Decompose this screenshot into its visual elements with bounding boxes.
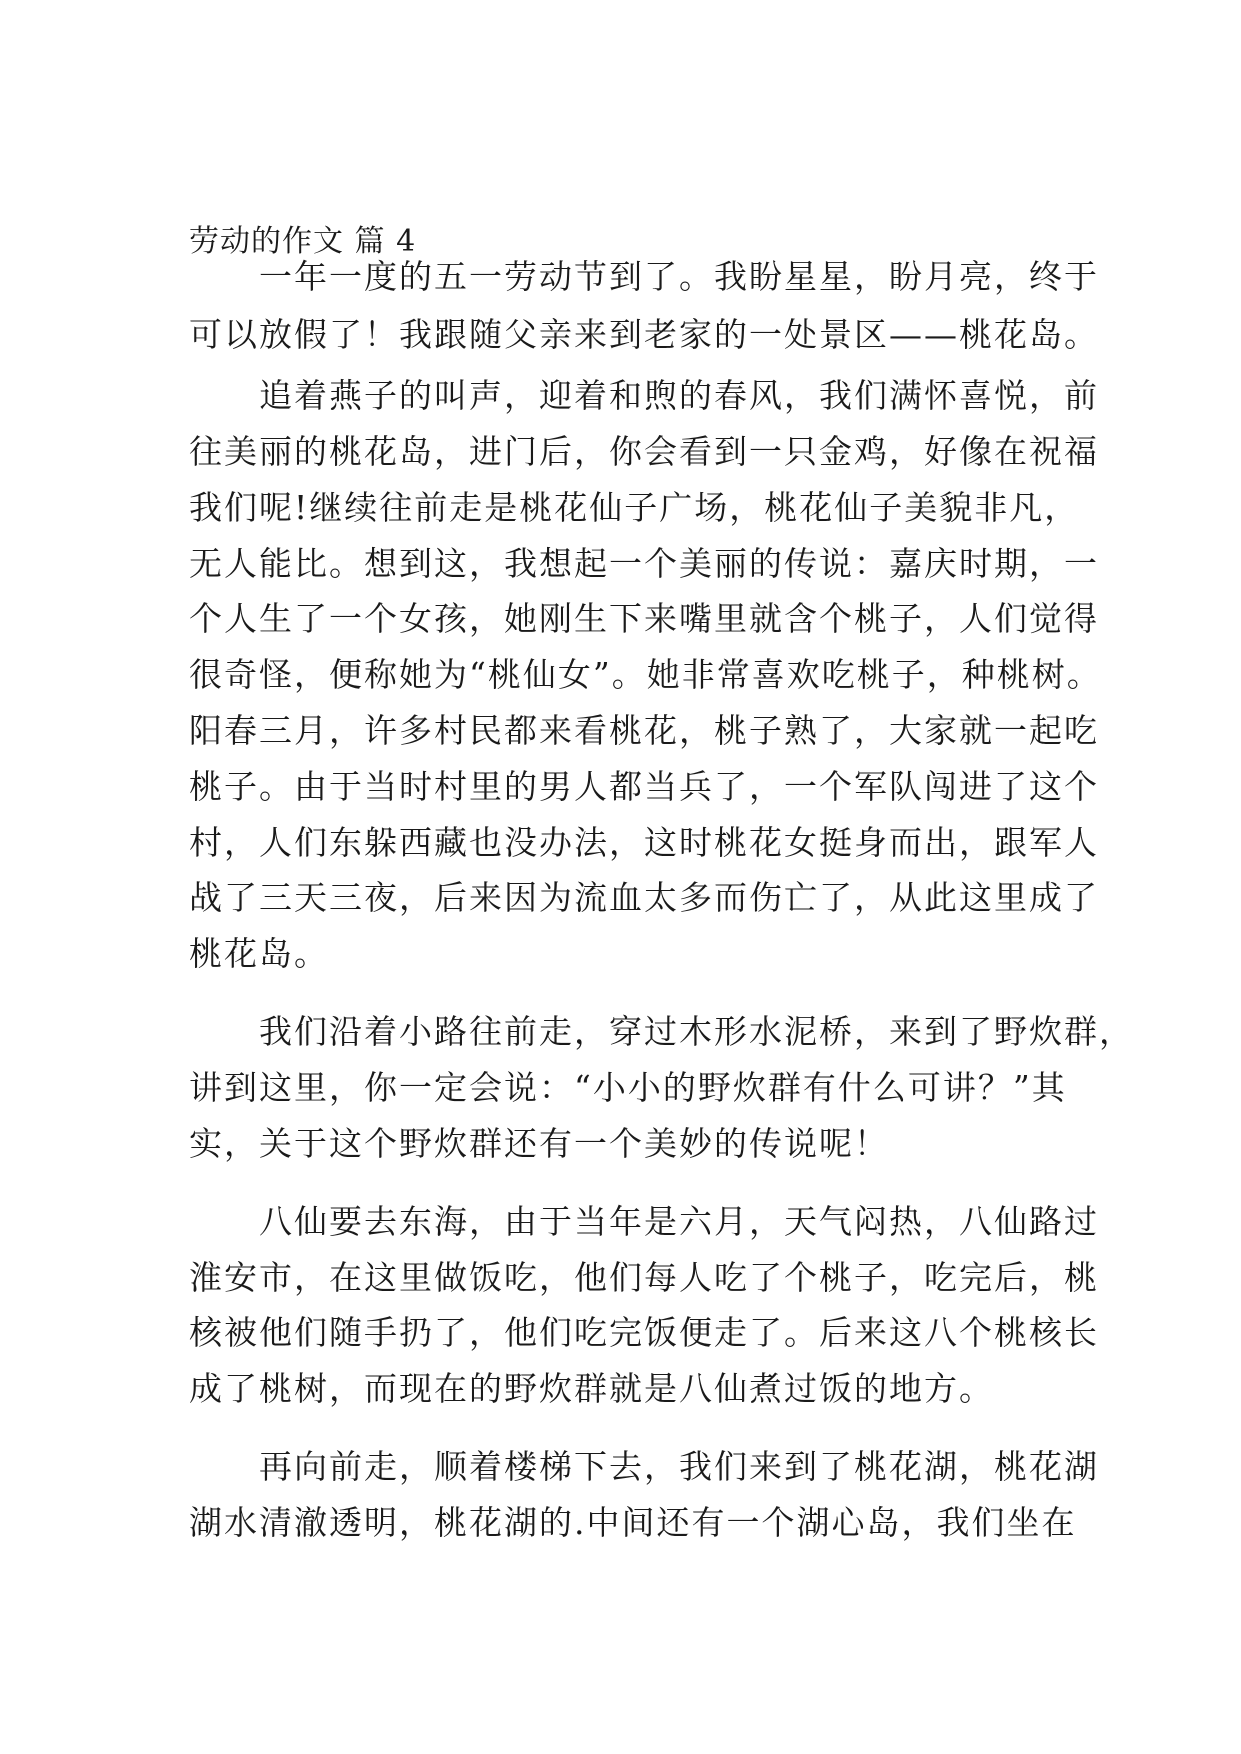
text-line: 我们沿着小路往前走，穿过木形水泥桥，来到了野炊群，	[189, 1012, 1134, 1051]
text-line: 成了桃树，而现在的野炊群就是八仙煮过饭的地方。	[189, 1369, 994, 1408]
text-line: 八仙要去东海，由于当年是六月，天气闷热，八仙路过	[189, 1202, 1099, 1241]
text-line: 很奇怪，便称她为“桃仙女”。她非常喜欢吃桃子，种桃树。	[189, 655, 1102, 694]
text-line: 往美丽的桃花岛，进门后，你会看到一只金鸡，好像在祝福	[189, 432, 1099, 471]
text-line: 我们呢!继续往前走是桃花仙子广场，桃花仙子美貌非凡，	[189, 488, 1080, 527]
text-line: 淮安市，在这里做饭吃，他们每人吃了个桃子，吃完后，桃	[189, 1258, 1099, 1297]
text-line: 核被他们随手扔了，他们吃完饭便走了。后来这八个桃核长	[189, 1313, 1099, 1352]
text-line: 桃子。由于当时村里的男人都当兵了，一个军队闯进了这个	[189, 767, 1099, 806]
text-line: 追着燕子的叫声，迎着和煦的春风，我们满怀喜悦，前	[189, 376, 1099, 415]
text-line: 再向前走，顺着楼梯下去，我们来到了桃花湖，桃花湖	[189, 1447, 1099, 1486]
text-line: 实，关于这个野炊群还有一个美妙的传说呢！	[189, 1124, 889, 1163]
text-line: 无人能比。想到这，我想起一个美丽的传说：嘉庆时期，一	[189, 544, 1099, 583]
text-line: 可以放假了！我跟随父亲来到老家的一处景区——桃花岛。	[189, 315, 1099, 354]
text-line: 一年一度的五一劳动节到了。我盼星星，盼月亮，终于	[189, 257, 1099, 296]
text-line: 阳春三月，许多村民都来看桃花，桃子熟了，大家就一起吃	[189, 711, 1099, 750]
text-line: 讲到这里，你一定会说：“小小的野炊群有什么可讲？”其	[189, 1068, 1067, 1107]
text-line: 个人生了一个女孩，她刚生下来嘴里就含个桃子，人们觉得	[189, 599, 1099, 638]
text-line: 桃花岛。	[189, 934, 329, 973]
document-title: 劳动的作文 篇 4	[189, 224, 417, 259]
text-line: 战了三天三夜，后来因为流血太多而伤亡了，从此这里成了	[189, 878, 1099, 917]
text-line: 村，人们东躲西藏也没办法，这时桃花女挺身而出，跟军人	[189, 823, 1099, 862]
text-line: 湖水清澈透明，桃花湖的.中间还有一个湖心岛，我们坐在	[189, 1503, 1077, 1542]
